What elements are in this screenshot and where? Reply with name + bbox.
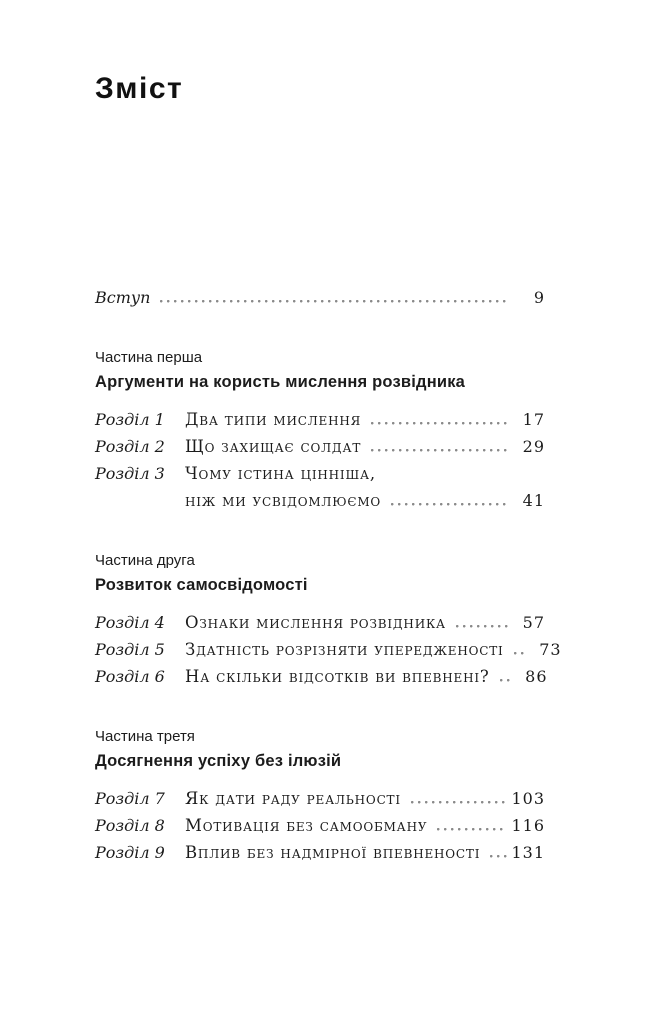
toc-row [95,812,545,839]
page-number: 41 [522,491,545,510]
toc-row [95,663,548,690]
dot-leader [371,422,509,425]
dot-leader [437,828,507,831]
dot-leader [514,652,526,655]
part-heading [95,552,545,595]
dot-leader [391,503,509,506]
entry-title: Мотивація без самообману [185,816,428,835]
entry-title: Що захищає солдат [185,437,362,456]
page-number: 73 [539,640,562,659]
toc [95,284,562,866]
entry-title: Здатність розрізняти упередженості [185,640,504,659]
toc-row [95,785,545,812]
entry-label: Розділ 2 [95,437,165,456]
entry-label: Розділ 5 [95,640,165,659]
toc-part [95,552,562,690]
entry-label: Розділ 4 [95,613,165,632]
page-number: 103 [511,789,545,808]
toc-row [95,636,562,663]
dot-leader [490,855,507,858]
toc-row [95,609,545,636]
page-number: 17 [522,410,545,429]
dot-leader [371,449,509,452]
toc-row [95,406,545,433]
entry-title: ніж ми усвідомлюємо [185,491,382,510]
page-number: 86 [525,667,548,686]
entry-title: Два типи мислення [185,410,362,429]
part-title: Досягнення успіху без ілюзій [95,752,342,770]
part-name: Частина перша [95,349,203,366]
page-number: 57 [522,613,545,632]
part-title: Аргументи на користь мислення розвідника [95,373,466,391]
entry-title: Ознаки мислення розвідника [185,613,446,632]
page-number: 116 [511,816,545,835]
entry-label: Розділ 9 [95,843,165,862]
toc-row [95,284,545,311]
dot-leader [160,300,509,303]
dot-leader [456,625,509,628]
entry-label: Розділ 7 [95,789,165,808]
entry-label: Розділ 3 [95,464,165,483]
part-name: Частина друга [95,552,195,569]
entry-label: Розділ 1 [95,410,165,429]
entry-title: Чому істина цінніша, [185,464,376,483]
entry-label: Вступ [95,288,151,307]
toc-row [95,433,545,460]
page-number: 9 [533,288,545,307]
toc-part [95,728,545,866]
toc-row [95,460,545,487]
entry-title: Як дати раду реальності [185,789,401,808]
part-name: Частина третя [95,728,195,745]
part-heading [95,349,545,392]
toc-part [95,349,545,514]
entry-label: Розділ 8 [95,816,165,835]
toc-row [95,487,545,514]
part-heading [95,728,545,771]
dot-leader [500,679,512,682]
entry-label: Розділ 6 [95,667,165,686]
dot-leader [411,801,508,804]
page-title: Зміст [95,72,184,105]
entry-title: На скільки відсотків ви впевнені? [185,667,490,686]
toc-row [95,839,545,866]
part-title: Розвиток самосвідомості [95,576,308,594]
page-number: 29 [522,437,545,456]
entry-title: Вплив без надмірної впевненості [185,843,481,862]
page-number: 131 [511,843,545,862]
